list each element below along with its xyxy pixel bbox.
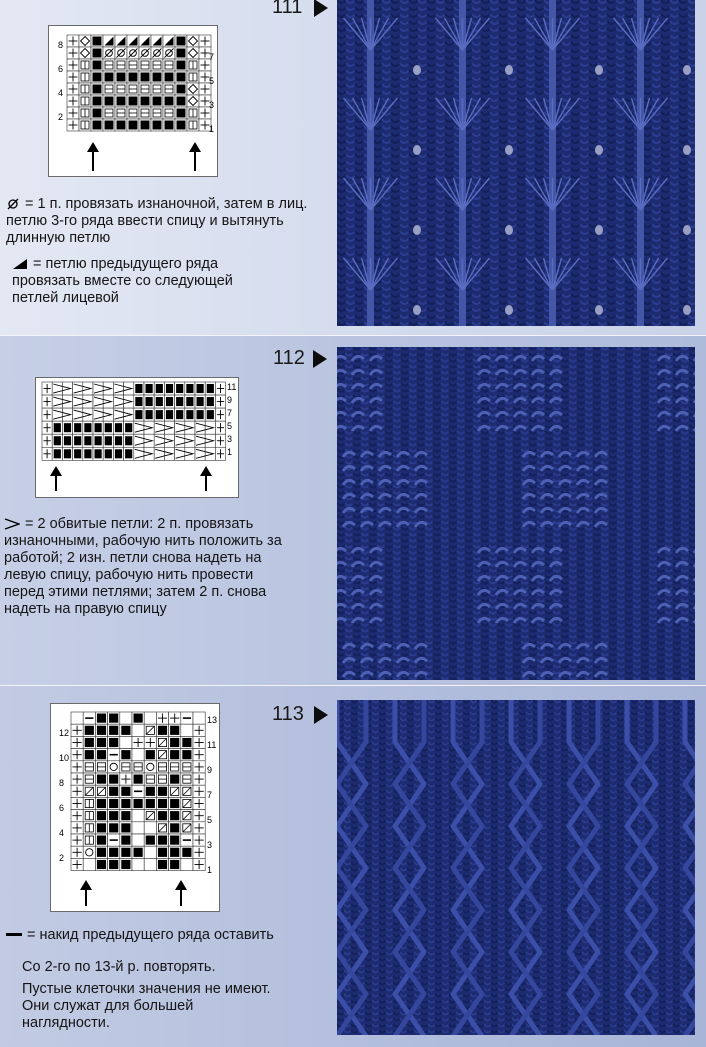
up-arrow-icon	[80, 880, 92, 906]
row-label: 5	[227, 421, 233, 431]
pointer-arrow-icon	[314, 706, 328, 724]
row-label: 3	[209, 100, 215, 110]
legend-entry: = 2 обвитые петли: 2 п. провязать изнаночными, рабочую нить положить за работой; 2 изн. петли снова надеть на левую спицу, рабочую нить провести перед этими петлями; затем 2 п. снова надеть на правую спицу	[4, 516, 282, 617]
empty-cells-note: Пустые клеточки значения не имеют. Они служат для большей наглядности.	[22, 981, 271, 1031]
row-label: 13	[207, 715, 218, 725]
pattern-number: 111	[272, 0, 303, 18]
repeat-note: Со 2-го по 13-й р. повторять.	[22, 959, 216, 975]
up-arrow-icon	[189, 142, 201, 171]
triangle-icon	[12, 258, 28, 270]
row-label: 9	[207, 765, 213, 775]
row-label: 5	[209, 76, 215, 86]
up-arrow-icon	[200, 466, 212, 491]
row-label: 9	[227, 395, 233, 405]
circle-slash-icon	[6, 198, 20, 210]
row-label: 10	[59, 753, 70, 763]
dash-icon	[6, 931, 22, 939]
row-label: 1	[227, 447, 233, 457]
pointer-arrow-icon	[314, 0, 328, 17]
stitch-chart-113	[50, 703, 220, 912]
up-arrow-icon	[175, 880, 187, 906]
stitch-chart-111	[48, 25, 218, 177]
row-label: 6	[59, 803, 65, 813]
row-label: 4	[59, 828, 65, 838]
chart-grid	[51, 704, 219, 911]
row-label: 3	[207, 840, 213, 850]
pattern-number: 113	[272, 703, 304, 725]
chart-grid	[36, 378, 238, 497]
up-arrow-icon	[50, 466, 62, 491]
row-label: 1	[209, 124, 215, 134]
row-label: 3	[227, 434, 233, 444]
knit-sample-photo-112	[337, 347, 695, 680]
row-label: 7	[207, 790, 213, 800]
row-label: 7	[227, 408, 233, 418]
section-divider	[0, 335, 706, 336]
knit-sample-photo-111	[337, 0, 695, 326]
row-label: 11	[227, 382, 237, 392]
stitch-chart-112	[35, 377, 239, 498]
section-divider	[0, 685, 706, 686]
row-label: 1	[207, 865, 213, 875]
chart-grid	[49, 26, 217, 176]
up-arrow-icon	[87, 142, 99, 171]
row-label: 12	[59, 728, 70, 738]
row-label: 2	[58, 112, 64, 122]
pattern-number: 112	[273, 347, 305, 369]
row-label: 8	[58, 40, 64, 50]
greater-than-icon	[4, 518, 20, 530]
row-label: 8	[59, 778, 65, 788]
legend-entry: = 1 п. провязать изнаночной, затем в лиц. петлю 3-го ряда ввести спицу и вытянуть длинную петлю	[6, 196, 308, 246]
row-label: 5	[207, 815, 213, 825]
row-label: 11	[207, 740, 217, 750]
legend-entry: = петлю предыдущего ряда провязать вместе со следующей петлей лицевой	[12, 256, 233, 306]
row-label: 6	[58, 64, 64, 74]
row-label: 4	[58, 88, 64, 98]
row-label: 7	[209, 52, 215, 62]
row-label: 2	[59, 853, 65, 863]
legend-entry: = накид предыдущего ряда оставить	[6, 927, 306, 944]
knit-sample-photo-113	[337, 700, 695, 1035]
pointer-arrow-icon	[313, 350, 327, 368]
